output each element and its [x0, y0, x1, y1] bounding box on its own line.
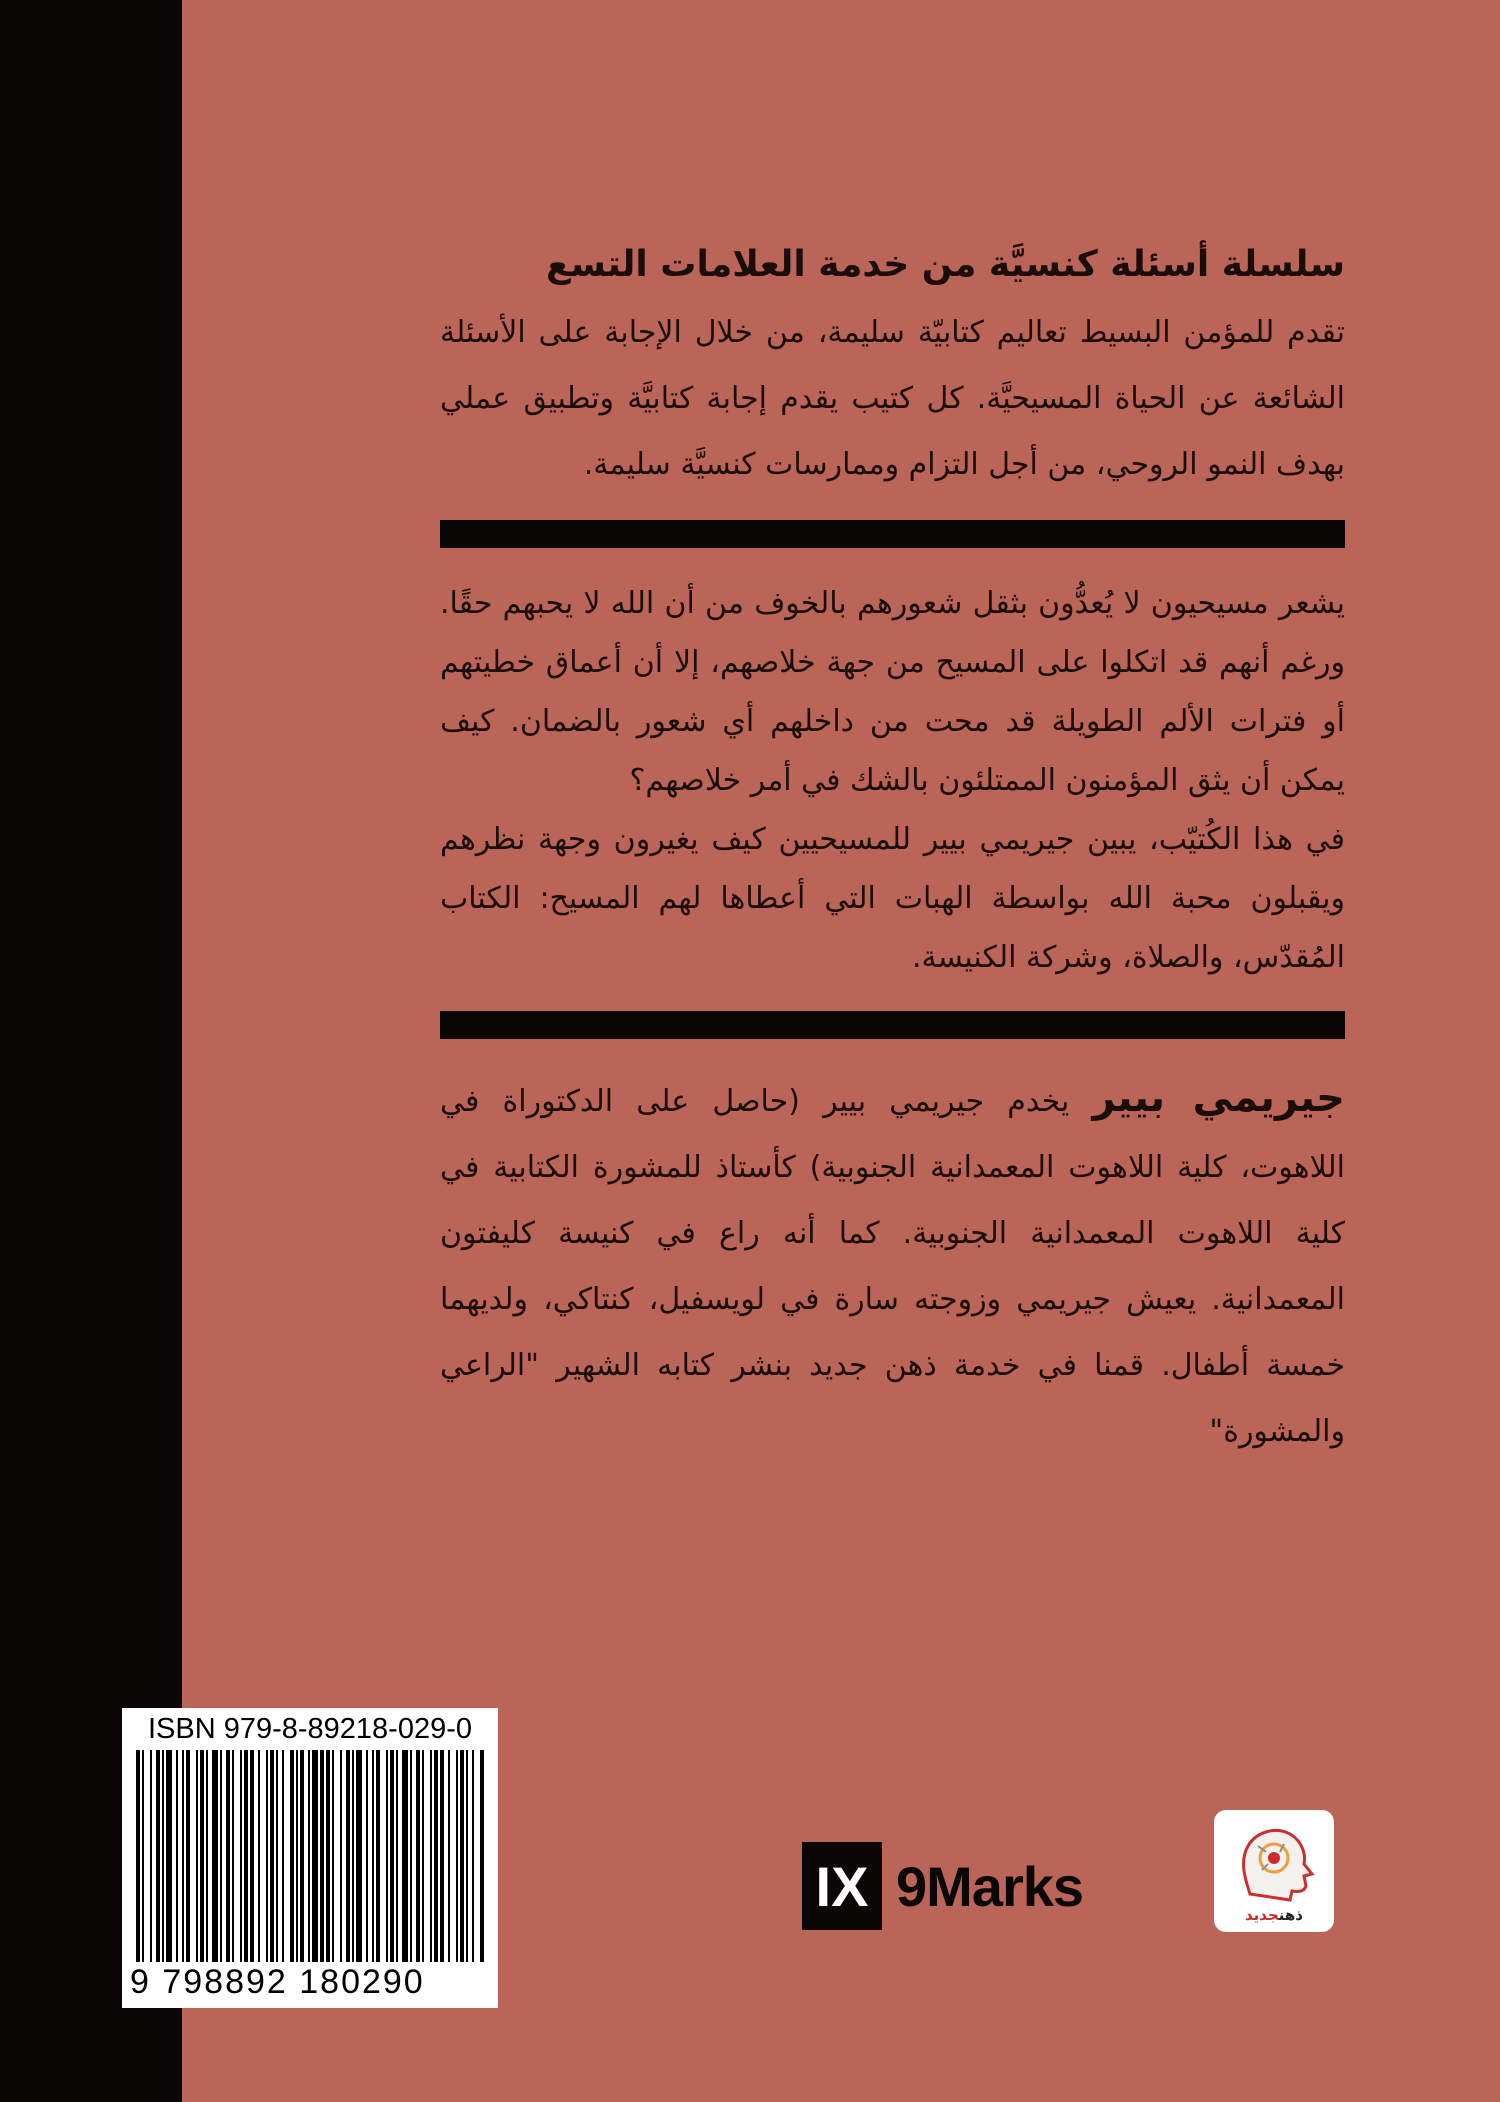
barcode-bars	[134, 1750, 486, 1962]
blurb-paragraph-2: في هذا الكُتيّب، يبين جيريمي بيير للمسيحيين كيف يغيرون وجهة نظرهم ويقبلون محبة الله بواسطة الهبات التي أعطاها لهم المسيح: الكتاب المُقدّس، والصلاة، وشركة الكنيسة.	[440, 822, 1345, 975]
ninemarks-mark: IX	[802, 1842, 882, 1930]
author-bio: يخدم جيريمي بيير (حاصل على الدكتوراة في اللاهوت، كلية اللاهوت المعمدانية الجنوبية) كأستاذ للمشورة الكتابية في كلية اللاهوت المعمدانية الجنوبية. كما أنه راع في كنيسة كليفتون المعمدانية. يعيش جيريمي وزوجته سارة في لويسفيل، كنتاكي، ولديهما خمسة أطفال. قمنا في خدمة ذهن جديد بنشر كتابه الشهير "الراعي والمشورة"	[440, 1084, 1345, 1449]
author-name: جيريمي بيير	[1092, 1075, 1345, 1121]
series-title: سلسلة أسئلة كنسيَّة من خدمة العلامات التسع	[545, 244, 1345, 285]
ninemarks-text: 9Marks	[896, 1854, 1084, 1918]
back-cover-text	[440, 230, 1345, 1465]
series-description: تقدم للمؤمن البسيط تعاليم كتابيّة سليمة، من خلال الإجابة على الأسئلة الشائعة عن الحياة المسيحيَّة. كل كتيب يقدم إجابة كتابيَّة وتطبيق عملي بهدف النمو الروحي، من أجل التزام وممارسات كنسيَّة سليمة.	[440, 315, 1345, 482]
ninemarks-logo	[802, 1842, 1083, 1930]
blurb-paragraph-1: يشعر مسيحيون لا يُعدُّون بثقل شعورهم بالخوف من أن الله لا يحبهم حقًا. ورغم أنهم قد اتكلوا على المسيح من جهة خلاصهم، إلا أن أعماق خطيتهم أو فترات الألم الطويلة قد محت من داخلهم أي شعور بالضمان. كيف يمكن أن يثق المؤمنون الممتلئون بالشك في أمر خلاصهم؟	[440, 586, 1345, 798]
divider-bar	[440, 520, 1345, 548]
isbn-digits: 9 798892 180290	[130, 1963, 425, 2001]
author-section	[440, 1065, 1345, 1465]
isbn-barcode	[122, 1708, 498, 2008]
head-profile-icon	[1214, 1816, 1334, 1906]
publisher-logo	[1214, 1810, 1334, 1932]
publisher-name-part2: جديد	[1244, 1906, 1279, 1924]
publisher-name-part1: ذهن	[1278, 1906, 1303, 1924]
publisher-name	[1214, 1906, 1334, 1924]
divider-bar	[440, 1011, 1345, 1039]
isbn-label: ISBN 979-8-89218-029-0	[147, 1713, 473, 1745]
